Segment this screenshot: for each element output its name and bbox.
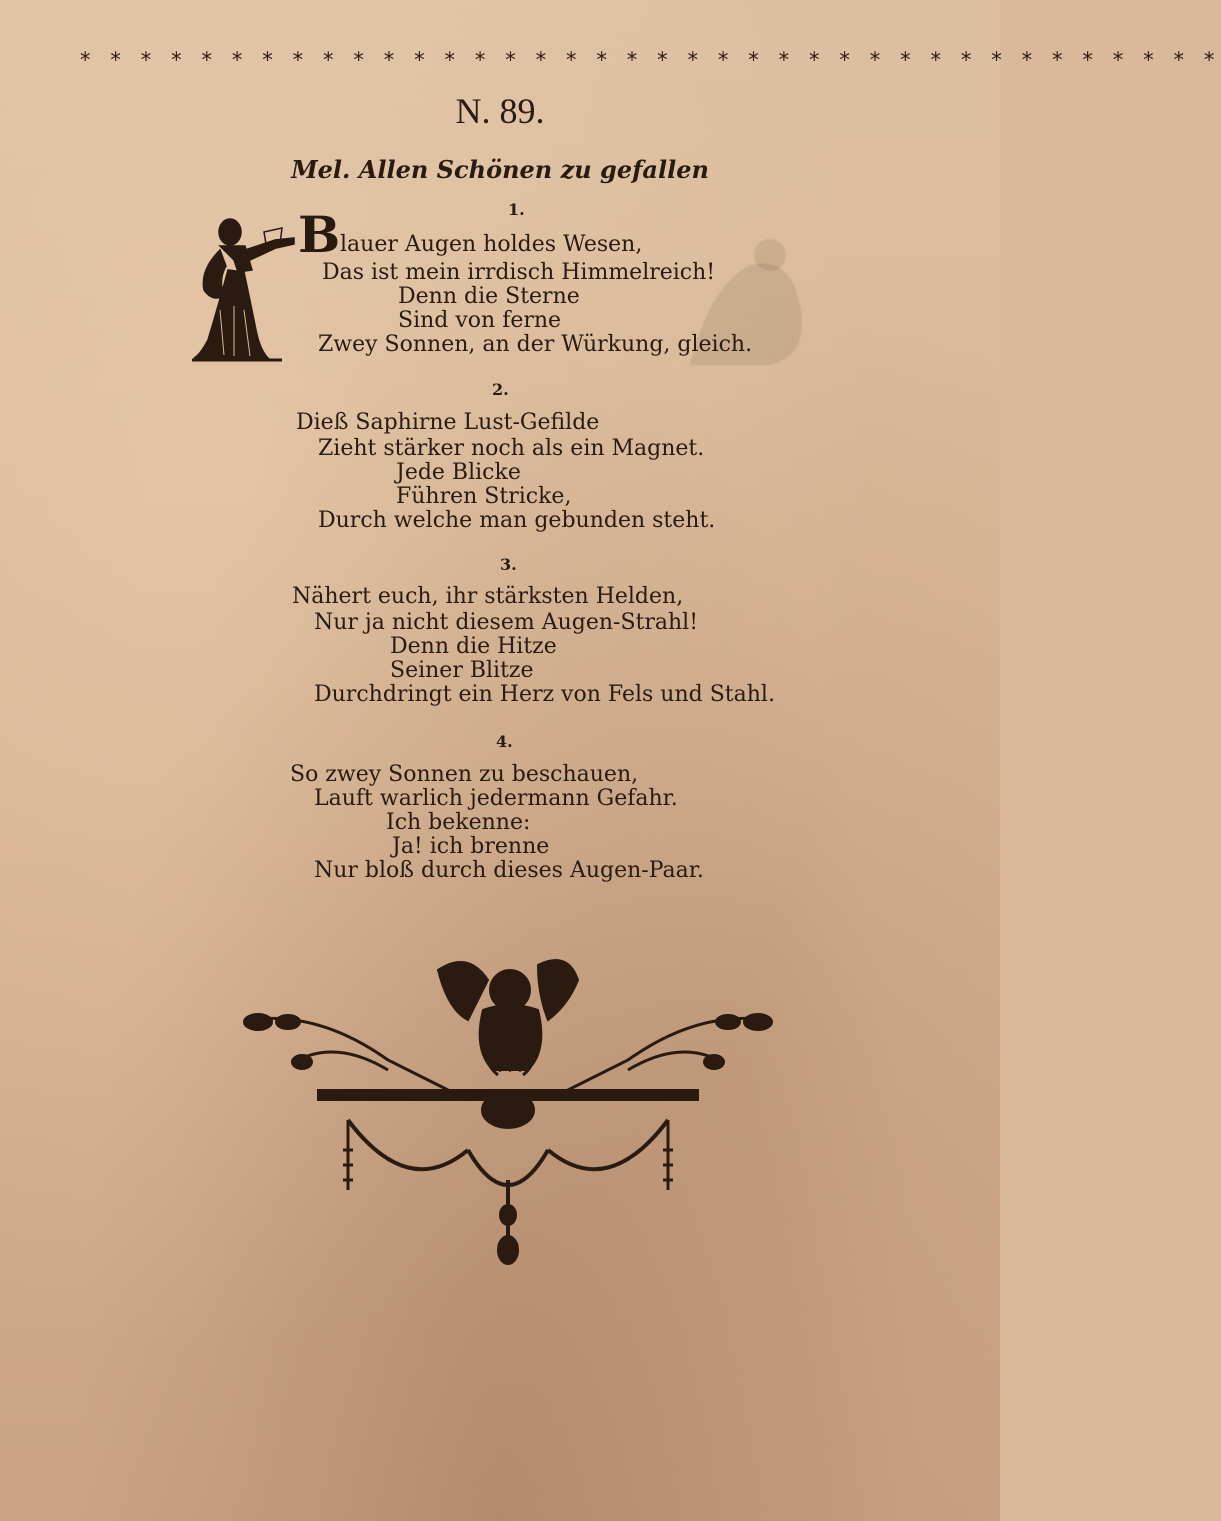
verse-number: 2. bbox=[492, 380, 509, 399]
cherub-with-lyre-vignette-icon bbox=[238, 950, 778, 1290]
verse-line: Sind von ferne bbox=[398, 308, 562, 333]
drop-cap: B bbox=[298, 205, 341, 264]
song-number: N. 89. bbox=[455, 91, 545, 131]
verse-line: Ich bekenne: bbox=[386, 810, 531, 835]
verse-line: Durchdringt ein Herz von Fels und Stahl. bbox=[314, 682, 775, 707]
verse-line: So zwey Sonnen zu beschauen, bbox=[290, 762, 639, 787]
verse-line: Seiner Blitze bbox=[390, 658, 534, 683]
verse-line: Jede Blicke bbox=[396, 460, 521, 485]
verse-line: Das ist mein irrdisch Himmelreich! bbox=[322, 260, 716, 285]
verse-line: Ja! ich brenne bbox=[392, 834, 550, 859]
verse-number: 1. bbox=[508, 200, 525, 219]
verse-line: Nur bloß durch dieses Augen-Paar. bbox=[314, 858, 704, 883]
bleed-through-decor bbox=[650, 225, 830, 381]
woman-with-fan-woodcut-icon bbox=[190, 210, 300, 365]
verse-number: 4. bbox=[496, 732, 513, 751]
verse-line: Denn die Hitze bbox=[390, 634, 557, 659]
star-rule: * * * * * * * * * * * * * * * * * * * * * * * * * * * * * * * * * * * * * * bbox=[80, 48, 1221, 72]
verse-line: Führen Stricke, bbox=[396, 484, 572, 509]
verse-line: Denn die Sterne bbox=[398, 284, 580, 309]
melody-line: Mel. Allen Schönen zu gefallen bbox=[291, 155, 709, 184]
verse-line: Dieß Saphirne Lust-Gefilde bbox=[296, 410, 600, 435]
verse-line: Nur ja nicht diesem Augen-Strahl! bbox=[314, 610, 699, 635]
woodcut-figure bbox=[190, 210, 300, 369]
tailpiece-ornament bbox=[238, 950, 778, 1294]
verse-line: Lauft warlich jedermann Gefahr. bbox=[314, 786, 678, 811]
verse-line: lauer Augen holdes Wesen, bbox=[340, 232, 643, 257]
verse-line: Zieht stärker noch als ein Magnet. bbox=[318, 436, 705, 461]
verse-line: Durch welche man gebunden steht. bbox=[318, 508, 716, 533]
verse-number: 3. bbox=[500, 555, 517, 574]
verse-line: Zwey Sonnen, an der Würkung, gleich. bbox=[318, 332, 753, 357]
verse-line: Nähert euch, ihr stärksten Helden, bbox=[292, 584, 684, 609]
